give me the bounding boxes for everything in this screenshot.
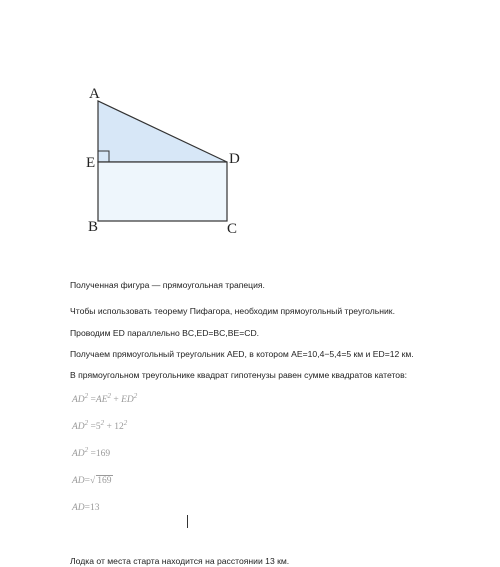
vertex-label-c: C <box>227 221 238 237</box>
formula-plus: + <box>113 395 119 405</box>
formula-substitution <box>72 421 127 433</box>
formula-equals: = <box>84 476 91 486</box>
formula-radicand: 169 <box>97 476 112 486</box>
formula-number: 12 <box>114 422 124 432</box>
vertex-label-a: A <box>89 86 100 102</box>
formula-symbol: AD <box>72 503 85 513</box>
formula-sum <box>72 448 110 460</box>
formula-symbol: AE <box>95 395 108 405</box>
formula-equals: = <box>84 503 91 513</box>
formula-symbol: AD <box>72 476 85 486</box>
vertex-label-e: E <box>86 155 96 171</box>
formula-exponent: 2 <box>100 419 105 427</box>
formula-exponent: 2 <box>84 392 89 400</box>
sqrt-icon: √ <box>90 476 96 486</box>
formula-exponent: 2 <box>84 446 89 454</box>
text-line-need-right-triangle: Чтобы использовать теорему Пифагора, необходим прямоугольный треугольник. <box>70 306 395 316</box>
text-line-draw-ed: Проводим ED параллельно BC,ED=BC,BE=CD. <box>70 328 260 338</box>
formula-number: 13 <box>90 503 100 513</box>
formula-exponent: 2 <box>123 419 128 427</box>
text-line-answer: Лодка от места старта находится на расстоянии 13 км. <box>70 556 290 566</box>
text-line-figure-type: Полученная фигура — прямоугольная трапеция. <box>70 280 265 290</box>
text-line-triangle-aed: Получаем прямоугольный треугольник AED, в котором AE=10,4−5,4=5 км и ED=12 км. <box>70 349 414 359</box>
formula-symbol: AD <box>72 449 85 459</box>
formula-symbol: AD <box>72 422 85 432</box>
rectangle-ebcd <box>98 162 227 221</box>
formula-equals: = <box>90 395 96 405</box>
formula-plus: + <box>104 422 115 432</box>
triangle-aed <box>98 101 227 162</box>
formula-root <box>72 475 113 487</box>
formula-equals: = <box>90 422 96 432</box>
formula-result <box>72 502 100 514</box>
formula-symbol: ED <box>121 395 134 405</box>
formula-number: 5 <box>95 422 101 432</box>
text-cursor <box>187 515 188 528</box>
formula-pythagoras <box>72 394 137 406</box>
vertex-label-d: D <box>229 151 240 167</box>
formula-equals: = <box>90 449 96 459</box>
formula-symbol: AD <box>72 395 85 405</box>
text-line-pythagoras: В прямоугольном треугольнике квадрат гипотенузы равен сумме квадратов катетов: <box>70 370 408 380</box>
formula-exponent: 2 <box>107 392 112 400</box>
formula-exponent: 2 <box>133 392 138 400</box>
vertex-label-b: B <box>88 219 99 235</box>
formula-exponent: 2 <box>84 419 89 427</box>
formula-number: 169 <box>95 449 111 459</box>
trapezoid-figure <box>0 0 500 250</box>
